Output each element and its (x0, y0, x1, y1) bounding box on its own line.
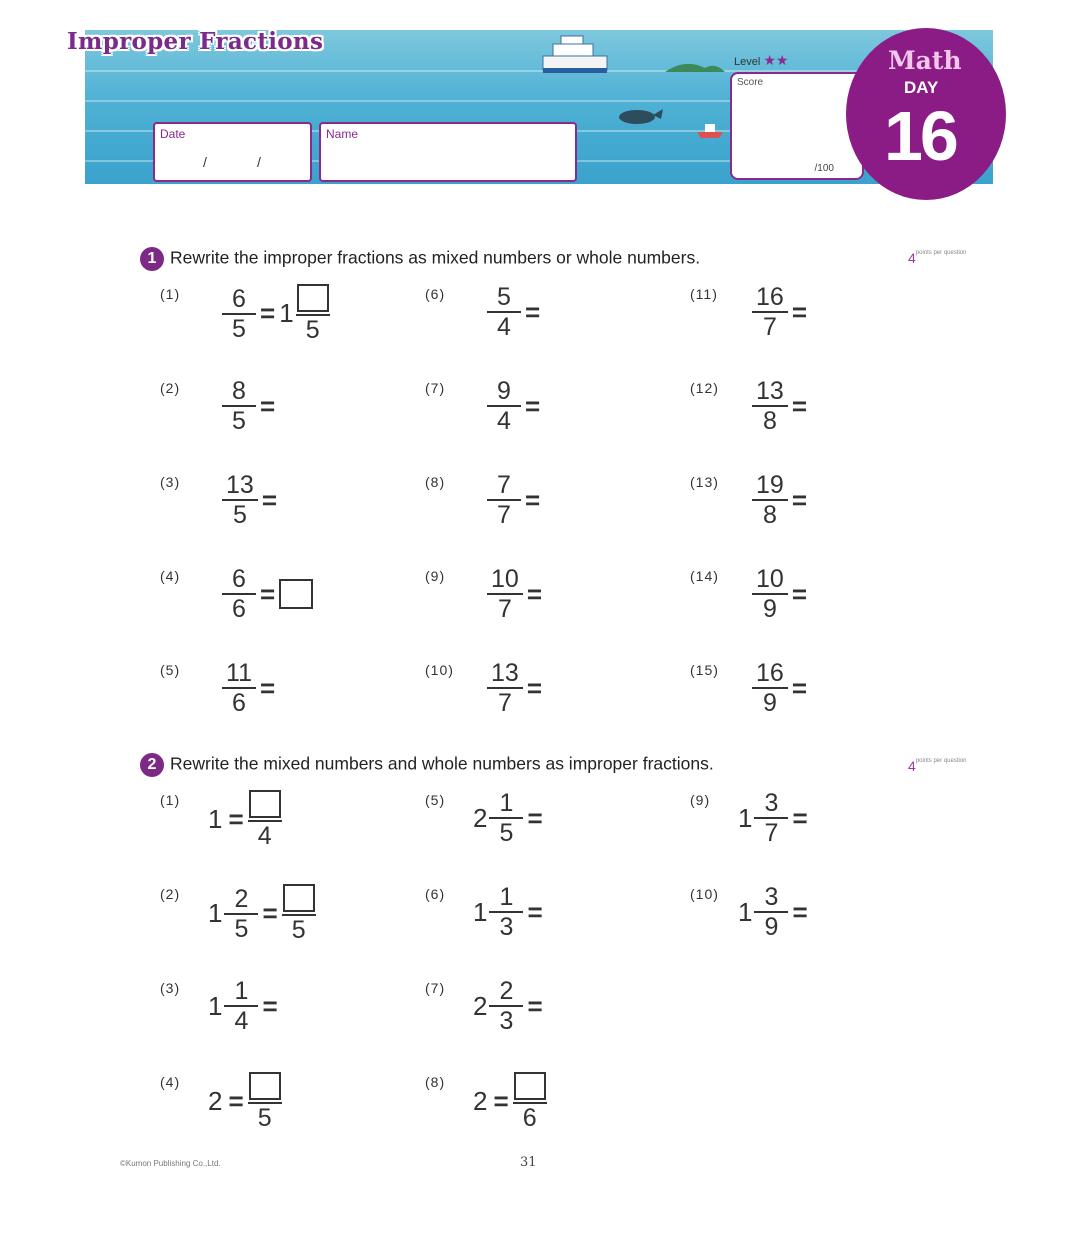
problem-2-2 (208, 884, 316, 943)
problem-label: (3) (160, 980, 181, 996)
denominator: 5 (291, 916, 306, 944)
island-illustration (665, 58, 725, 72)
level-stars: ★★ (763, 52, 789, 68)
section2-number: 2 (140, 753, 164, 777)
equals-sign: = (260, 298, 276, 328)
answer-fraction (248, 1072, 282, 1131)
denominator: 7 (497, 689, 512, 717)
improper-fraction (487, 472, 521, 528)
problem-label: (8) (425, 474, 446, 490)
denominator: 9 (762, 595, 777, 623)
improper-fraction (487, 378, 521, 434)
numerator: 1 (499, 883, 514, 911)
numerator: 11 (226, 659, 252, 687)
equals-sign: = (527, 990, 543, 1021)
answer-box[interactable] (249, 1072, 281, 1100)
problem-label: (1) (160, 286, 181, 302)
denominator: 4 (234, 1007, 249, 1035)
answer-box[interactable] (514, 1072, 546, 1100)
denominator: 9 (762, 689, 777, 717)
problem-1-6 (487, 284, 540, 340)
equals-sign: = (791, 672, 807, 703)
subject-label: Math (888, 46, 962, 75)
name-label: Name (326, 127, 359, 141)
whole-number: 2 (473, 802, 488, 833)
problem-1-8 (487, 472, 540, 528)
numerator: 16 (756, 283, 784, 311)
problem-2-7 (473, 978, 543, 1034)
date-field[interactable] (153, 122, 312, 182)
numerator: 2 (234, 884, 249, 913)
problem-1-4 (222, 566, 313, 622)
problem-1-15 (752, 660, 807, 716)
mixed-fraction (489, 978, 523, 1034)
problem-2-5 (473, 790, 543, 846)
denominator: 9 (764, 913, 779, 941)
numerator: 13 (491, 659, 519, 687)
section1-number: 1 (140, 247, 164, 271)
section2-heading (140, 753, 714, 777)
numerator: 16 (756, 659, 784, 687)
numerator: 5 (497, 283, 511, 311)
answer-box[interactable] (297, 284, 329, 312)
whale-illustration (615, 105, 665, 127)
numerator: 3 (764, 789, 779, 817)
answer-box[interactable] (279, 579, 313, 609)
equals-sign: = (791, 296, 807, 327)
problem-label: (3) (160, 474, 181, 490)
equals-sign: = (228, 1086, 244, 1116)
problem-label: (6) (425, 286, 446, 302)
denominator: 7 (762, 313, 777, 341)
section1-heading (140, 247, 700, 271)
improper-fraction (752, 378, 788, 434)
problem-label: (5) (160, 662, 181, 678)
mixed-fraction (754, 790, 788, 846)
score-field[interactable] (730, 72, 864, 180)
problem-1-7 (487, 378, 540, 434)
problem-2-6 (473, 884, 543, 940)
problem-label: (14) (690, 568, 719, 584)
page-number: 31 (520, 1155, 537, 1170)
problem-1-13 (752, 472, 807, 528)
equals-sign: = (791, 390, 807, 421)
improper-fraction (222, 566, 256, 622)
denominator: 5 (305, 316, 320, 344)
denominator: 4 (497, 407, 511, 435)
denominator: 5 (499, 819, 514, 847)
denominator: 4 (497, 313, 511, 341)
equals-sign: = (262, 990, 278, 1021)
section1-instruction: Rewrite the improper fractions as mixed numbers or whole numbers. (170, 247, 701, 268)
denominator: 6 (232, 689, 246, 717)
problem-label: (11) (690, 286, 718, 302)
problem-label: (6) (425, 886, 446, 902)
equals-sign: = (260, 578, 276, 609)
day-number: 16 (884, 97, 956, 175)
whole-number: 1 (738, 896, 753, 927)
denominator: 6 (232, 595, 246, 623)
mixed-fraction (489, 884, 523, 940)
improper-fraction (752, 472, 788, 528)
improper-fraction (752, 284, 788, 340)
score-max: /100 (814, 163, 834, 174)
equals-sign: = (228, 804, 244, 834)
denominator: 8 (762, 407, 777, 435)
whole-number: 2 (208, 1086, 223, 1116)
denominator: 6 (522, 1104, 537, 1132)
answer-fraction (248, 790, 282, 849)
problem-label: (7) (425, 380, 446, 396)
problem-label: (10) (425, 662, 454, 678)
section2-points (908, 758, 967, 774)
answer-box[interactable] (283, 884, 315, 912)
denominator: 7 (497, 501, 511, 529)
problem-2-4 (208, 1072, 282, 1131)
improper-fraction (222, 378, 256, 434)
improper-fraction (222, 286, 256, 342)
equals-sign: = (260, 390, 276, 421)
problem-label: (4) (160, 568, 181, 584)
equals-sign: = (262, 898, 278, 928)
denominator: 5 (232, 407, 246, 435)
improper-fraction (487, 284, 521, 340)
equals-sign: = (791, 578, 807, 609)
denominator: 5 (257, 1104, 272, 1132)
problem-1-1 (222, 284, 330, 343)
problem-label: (7) (425, 980, 446, 996)
date-separator: / (203, 154, 207, 170)
problem-1-10 (487, 660, 542, 716)
section1-points (908, 250, 967, 266)
problem-2-3 (208, 978, 278, 1034)
problem-1-3 (222, 472, 277, 528)
problem-2-1 (208, 790, 282, 849)
numerator: 10 (756, 565, 784, 593)
small-boat-illustration (695, 120, 725, 140)
whole-number: 1 (208, 804, 223, 834)
denominator: 8 (762, 501, 777, 529)
problem-label: (13) (690, 474, 719, 490)
date-label: Date (160, 127, 186, 141)
problem-label: (8) (425, 1074, 446, 1090)
equals-sign: = (525, 390, 541, 421)
denominator: 5 (232, 314, 246, 343)
whole-number: 2 (473, 1086, 488, 1116)
section1-points-value: 4 (908, 250, 916, 266)
problem-label: (10) (690, 886, 719, 902)
denominator: 4 (257, 822, 272, 850)
equals-sign: = (527, 896, 543, 927)
equals-sign: = (526, 672, 542, 703)
equals-sign: = (527, 802, 543, 833)
level-indicator (734, 52, 788, 69)
mixed-fraction (224, 978, 258, 1034)
problem-label: (9) (425, 568, 446, 584)
mixed-fraction (489, 790, 523, 846)
numerator: 1 (234, 977, 249, 1005)
whole-number: 1 (738, 802, 753, 833)
numerator: 9 (497, 377, 511, 405)
day-label: DAY (904, 78, 939, 97)
whole-number: 1 (279, 298, 294, 328)
answer-fraction (282, 884, 316, 943)
problem-2-10 (738, 884, 808, 940)
equals-sign: = (792, 802, 808, 833)
mixed-fraction (224, 886, 258, 942)
problem-label: (15) (690, 662, 719, 678)
numerator: 7 (497, 471, 511, 499)
equals-sign: = (525, 484, 541, 515)
score-label: Score (737, 77, 764, 88)
equals-sign: = (261, 484, 277, 515)
problem-label: (4) (160, 1074, 181, 1090)
level-label: Level (734, 56, 761, 68)
worksheet-title: Improper Fractions (67, 28, 324, 55)
equals-sign: = (792, 896, 808, 927)
improper-fraction (752, 566, 788, 622)
section2-points-value: 4 (908, 758, 916, 774)
date-separator: / (257, 154, 261, 170)
denominator: 7 (764, 819, 779, 847)
equals-sign: = (526, 578, 542, 609)
denominator: 7 (497, 595, 512, 623)
problem-1-5 (222, 660, 275, 716)
answer-fraction (513, 1072, 547, 1131)
improper-fraction (222, 660, 256, 716)
section2-points-note: points per question (915, 758, 967, 764)
improper-fraction (487, 660, 523, 716)
denominator: 5 (234, 914, 249, 943)
day-badge (846, 28, 1006, 200)
equals-sign: = (791, 484, 807, 515)
numerator: 13 (756, 377, 784, 405)
copyright: ©Kumon Publishing Co.,Ltd. (120, 1159, 221, 1168)
problem-label: (5) (425, 792, 446, 808)
whole-number: 1 (208, 990, 223, 1021)
problem-2-8 (473, 1072, 547, 1131)
numerator: 6 (232, 565, 246, 593)
equals-sign: = (260, 672, 276, 703)
equals-sign: = (525, 296, 541, 327)
denominator: 3 (499, 1007, 514, 1035)
problem-1-9 (487, 566, 542, 622)
problem-1-14 (752, 566, 807, 622)
improper-fraction (222, 472, 258, 528)
denominator: 3 (499, 913, 514, 941)
denominator: 5 (232, 501, 247, 529)
answer-box[interactable] (249, 790, 281, 818)
equals-sign: = (493, 1086, 509, 1116)
answer-fraction (296, 284, 330, 343)
problem-2-9 (738, 790, 808, 846)
problem-label: (9) (690, 792, 711, 808)
section1-points-note: points per question (915, 250, 967, 256)
name-field[interactable] (319, 122, 577, 182)
numerator: 6 (232, 284, 246, 313)
numerator: 3 (764, 883, 779, 911)
improper-fraction (487, 566, 523, 622)
problem-label: (1) (160, 792, 181, 808)
problem-label: (2) (160, 886, 181, 902)
numerator: 8 (232, 377, 246, 405)
problem-1-2 (222, 378, 275, 434)
problem-label: (12) (690, 380, 719, 396)
problem-1-12 (752, 378, 807, 434)
improper-fraction (752, 660, 788, 716)
problem-label: (2) (160, 380, 181, 396)
whole-number: 1 (473, 896, 488, 927)
mixed-fraction (754, 884, 788, 940)
numerator: 19 (756, 471, 784, 499)
numerator: 1 (499, 789, 514, 817)
whole-number: 2 (473, 990, 488, 1021)
numerator: 13 (226, 471, 254, 499)
ship-illustration (535, 32, 615, 82)
numerator: 2 (499, 977, 514, 1005)
section2-instruction: Rewrite the mixed numbers and whole numbers as improper fractions. (170, 753, 714, 774)
problem-1-11 (752, 284, 807, 340)
whole-number: 1 (208, 898, 223, 928)
numerator: 10 (491, 565, 519, 593)
